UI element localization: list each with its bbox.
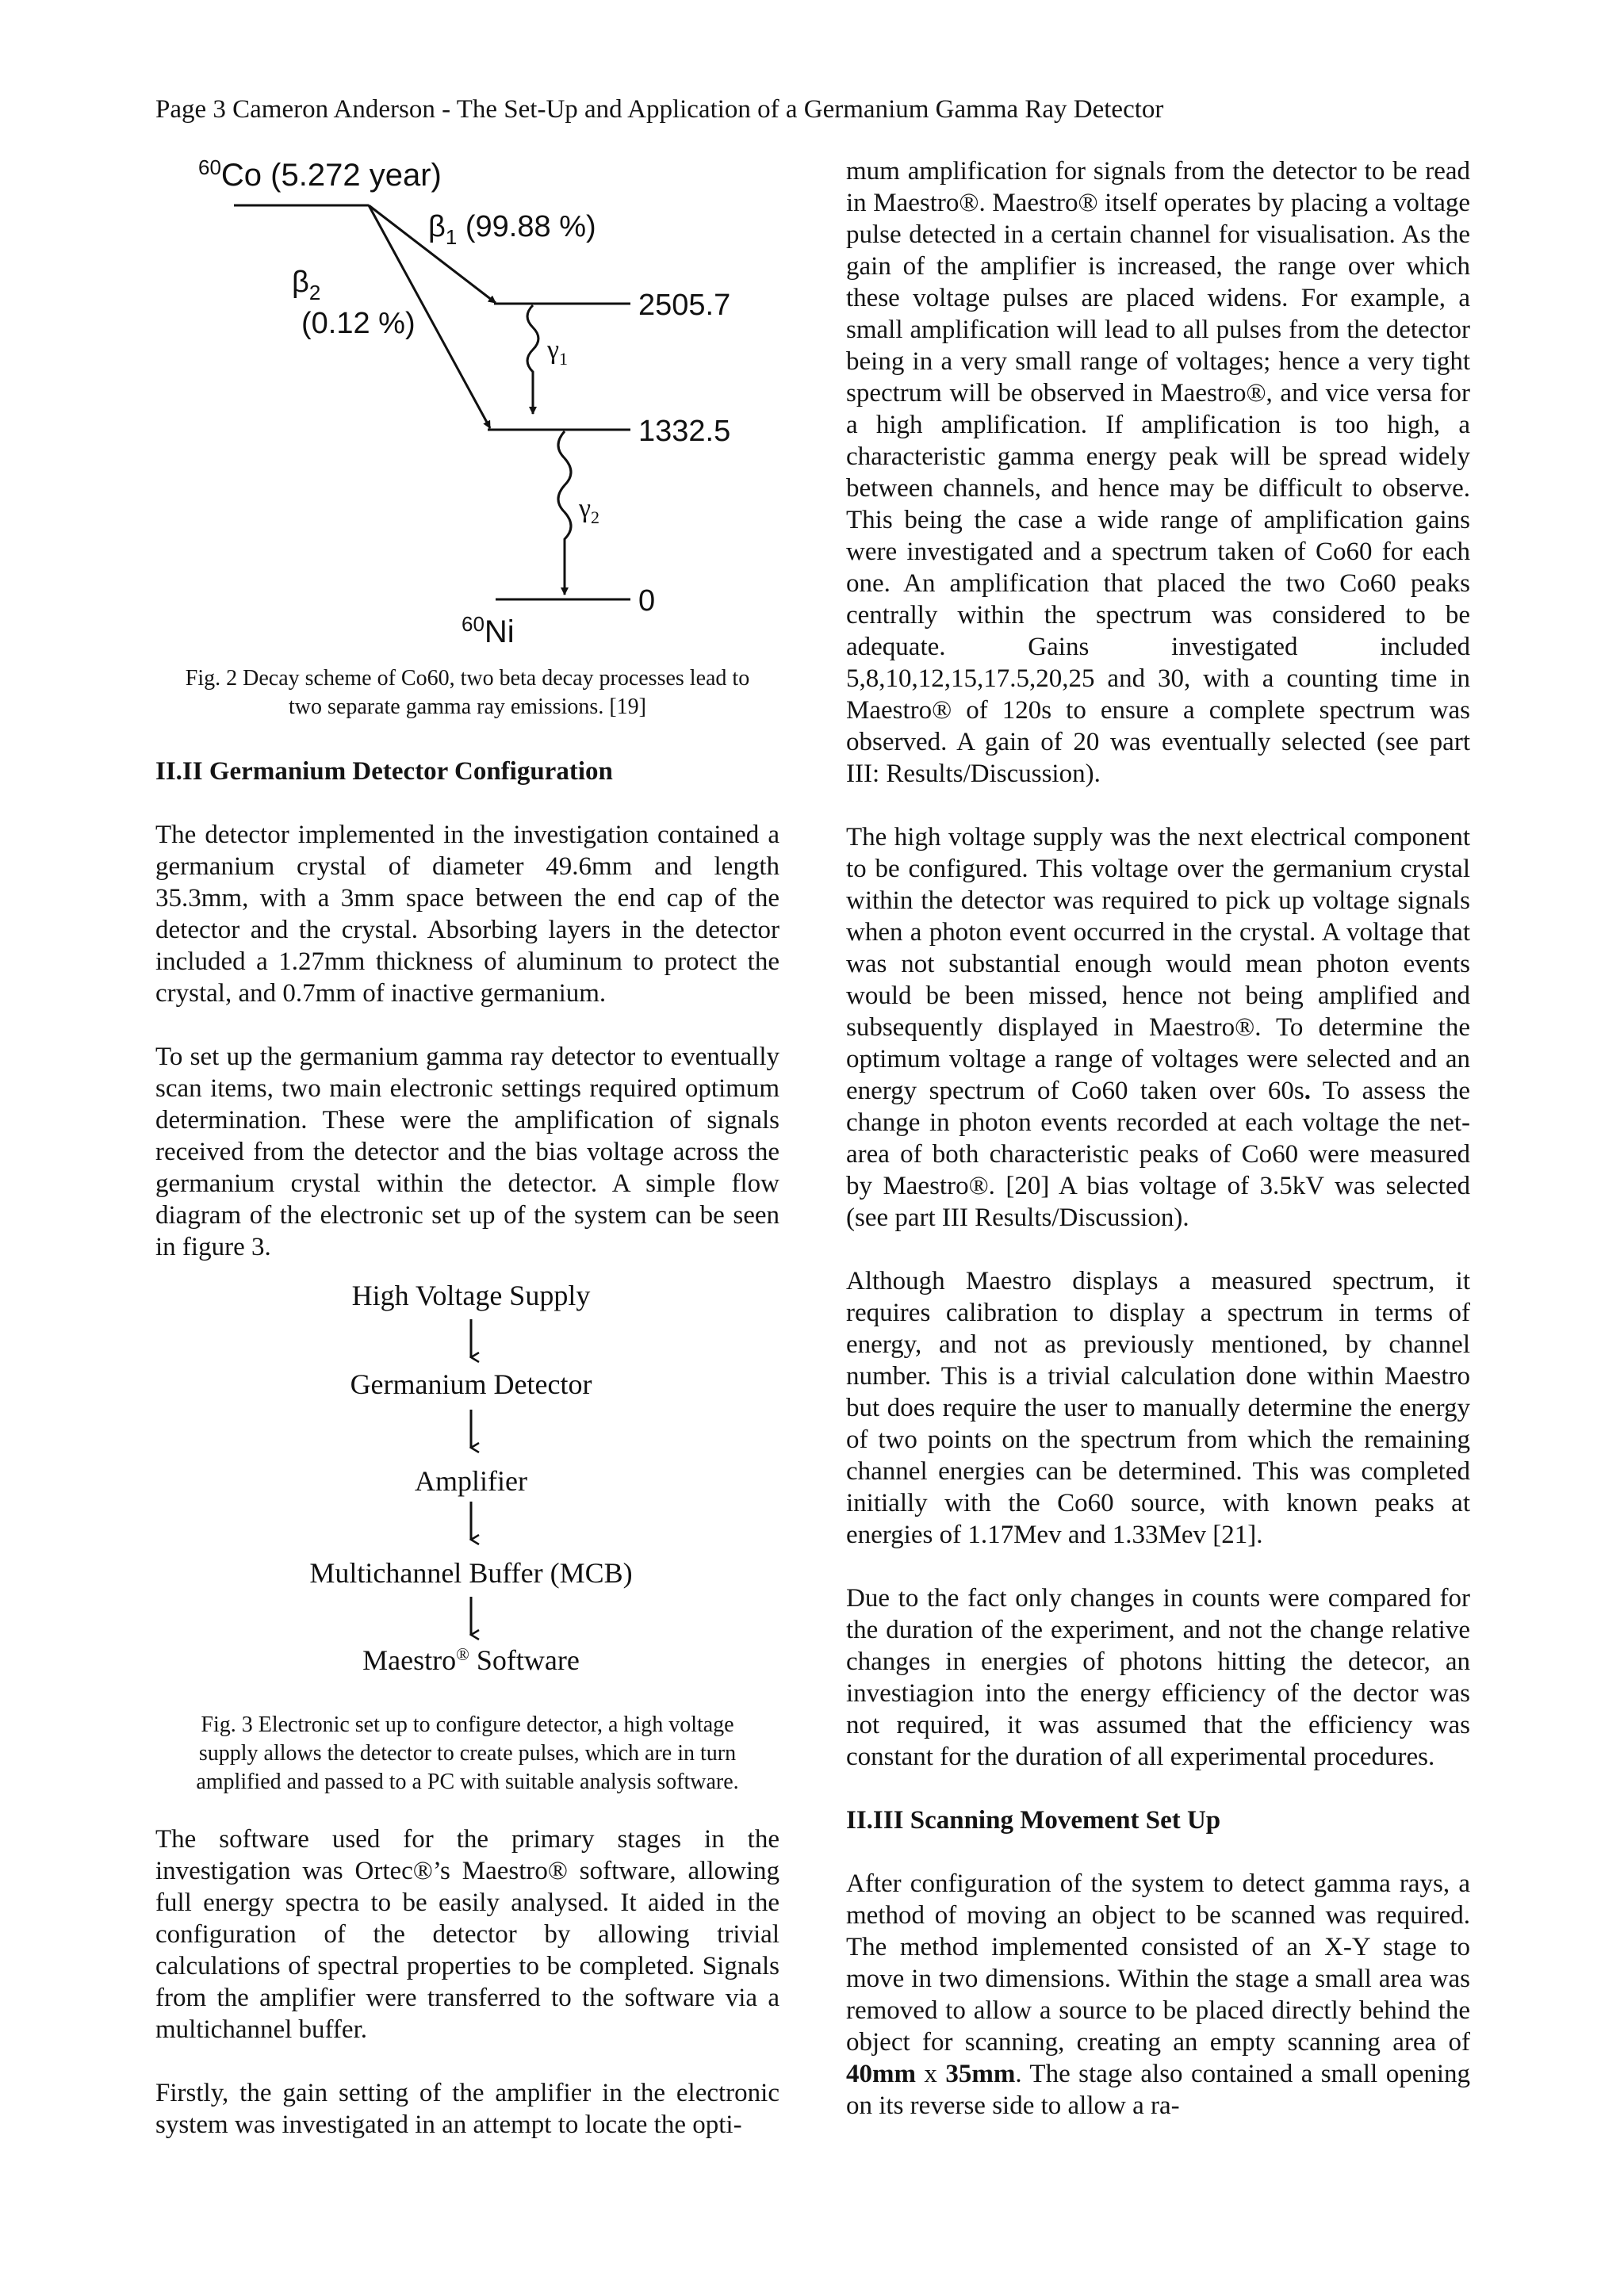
figure2-caption-line: two separate gamma ray emissions. [19] — [289, 695, 646, 719]
flow-step-maestro-software: Maestro® Software — [362, 1644, 580, 1676]
paragraph: Although Maestro displays a measured spectrum, it requires calibration to display a spectrum in terms of energy, and not as previously mentioned, by channel number. This is a trivial calculation done within Maestro but does require the user to manually determine the energy of two points on the spectrum from which the remaining channel energies can be determined. This was completed initially with the Co60 source, with known peaks at energies of 1.17Mev and 1.33Mev [21]. — [846, 1267, 1470, 1549]
level-2505-label: 2505.7 — [638, 289, 731, 322]
electronic-setup-flow-diagram — [293, 1276, 674, 1689]
page-header: Page 3 Cameron Anderson - The Set-Up and Application of a Germanium Gamma Ray Detector — [155, 95, 1164, 124]
paragraph: To set up the germanium gamma ray detector to eventually scan items, two main electronic settings required optimum determination. These were the amplification of signals received from the detector and the bias voltage across the germanium crystal within the detector. A simple flow diagram of the electronic set up of the system can be seen in figure 3. — [155, 1043, 779, 1261]
paragraph: Due to the fact only changes in counts were compared for the duration of the experiment, and not the change relative changes in energies of photons hitting the detecor, an investiagion into the energy efficiency of the dector was not required, it was assumed that the efficiency was constant for the duration of all experimental procedures. — [846, 1584, 1470, 1771]
figure2-caption — [155, 664, 779, 721]
parent-nucleus-label: $^{60}$Co (5.272 year) — [198, 155, 442, 193]
figure3-caption — [155, 1711, 779, 1797]
daughter-nucleus-label: $^{60}$Ni — [462, 612, 515, 649]
paragraph — [846, 821, 1470, 1234]
text-run-bold: 35mm — [945, 2060, 1016, 2088]
level-1332-label: 1332.5 — [638, 415, 731, 448]
gamma2-wavy-arrow — [558, 431, 571, 595]
left-column-lower — [155, 1823, 779, 2141]
text-run: To assess the change in photon events recorded at each voltage the net-area of both characteristic peaks of Co60 were measured by Maestro®. [20] A bias voltage of 3.5kV was selected (see part III Results/Discussion). — [846, 1077, 1470, 1232]
paragraph: The detector implemented in the investigation contained a germanium crystal of diameter 49.6mm and length 35.3mm, with a 3mm space between the end cap of the detector and the crystal. Absorbing layers in the detector included a 1.27mm thickness of aluminum to protect the crystal, and 0.7mm of inactive germanium. — [155, 821, 779, 1008]
paragraph: Firstly, the gain setting of the amplifier in the electronic system was investigated in an attempt to locate the opti- — [155, 2079, 779, 2139]
figure2-caption-line: Fig. 2 Decay scheme of Co60, two beta decay processes lead to — [185, 666, 750, 691]
flow-step-high-voltage-supply: High Voltage Supply — [351, 1280, 591, 1311]
paragraph: mum amplification for signals from the detector to be read in Maestro®. Maestro® itself operates by placing a voltage pulse detected in a certain channel for visualisation. As the gain of the amplifier is increased, the range over which these voltage pulses are placed widens. For example, a small amplification will lead to all pulses from the detector being in a very small range of voltages; hence a very tight spectrum will be observed in Maestro®, and vice versa for a high amplification. If amplification is too high, a characteristic gamma energy peak will be spread widely between channels, and hence may be difficult to observe. This being the case a wide range of amplification gains were investigated and a spectrum taken of Co60 for each one. An amplification that placed the two Co60 peaks centrally within the spectrum was considered to be adequate. Gains investigated included 5,8,10,12,15,17.5,20,25 and 30, with a counting time in Maestro® of 120s to ensure a complete spectrum was observed. A gain of 20 was eventually selected (see part III: Results/Discussion). — [846, 157, 1470, 788]
decay-scheme-figure — [190, 151, 761, 658]
beta2-label: $\beta_2$ — [292, 266, 321, 304]
text-run: x — [915, 2060, 946, 2088]
text-run: The high voltage supply was the next electrical component to be configured. This voltage over the germanium crystal within the detector was required to pick up voltage signals when a photon event occurred in the crystal. A voltage that was not substantial enough would mean photon events would be been missed, hence not being amplified and subsequently displayed in Maestro®. To determine the optimum voltage a range of voltages were selected and an energy spectrum of Co60 taken over 60s — [846, 823, 1470, 1105]
gamma1-wavy-arrow — [527, 305, 538, 414]
figure3-caption-line: Fig. 3 Electronic set up to configure detector, a high voltage — [201, 1712, 734, 1737]
ground-level-label: 0 — [638, 584, 656, 618]
section-heading-ii-iii: II.III Scanning Movement Set Up — [846, 1806, 1221, 1835]
beta2-percent: (0.12 %) — [301, 307, 416, 340]
gamma1-label: $\gamma_1$ — [547, 335, 569, 369]
section-heading-ii-ii: II.II Germanium Detector Configuration — [155, 757, 613, 786]
paragraph: The software used for the primary stages in the investigation was Ortec®’s Maestro® software, allowing full energy spectra to be easily analysed. It aided in the configuration of the detector by allowing trivial calculations of spectral properties to be completed. Signals from the amplifier were transferred to the software via a multichannel buffer. — [155, 1825, 779, 2044]
text-run: After configuration of the system to detect gamma rays, a method of moving an object to be scanned was required. The method implemented consisted of an X-Y stage to move in two dimensions. Within the stage a small area was removed to allow a source to be placed directly behind the object for scanning, creating an empty scanning area of — [846, 1869, 1470, 2057]
text-run-bold: 40mm — [846, 2060, 916, 2088]
flow-step-germanium-detector: Germanium Detector — [350, 1368, 592, 1400]
left-column — [155, 756, 779, 1263]
text-run-bold: . — [1304, 1077, 1311, 1105]
text-run: . The stage also contained a small opening on its reverse side to allow a ra- — [846, 2060, 1471, 2120]
flow-step-amplifier: Amplifier — [415, 1465, 527, 1497]
figure3-caption-line: supply allows the detector to create pulses, which are in turn — [198, 1741, 737, 1766]
right-column — [846, 155, 1470, 2122]
figure3-caption-line: amplified and passed to a PC with suitable analysis software. — [196, 1770, 739, 1794]
beta1-label: $\beta_1$ (99.88 %) — [428, 210, 596, 249]
flow-step-mcb: Multichannel Buffer (MCB) — [309, 1557, 633, 1589]
gamma2-label: $\gamma_2$ — [579, 494, 600, 527]
paragraph — [846, 1868, 1470, 2122]
